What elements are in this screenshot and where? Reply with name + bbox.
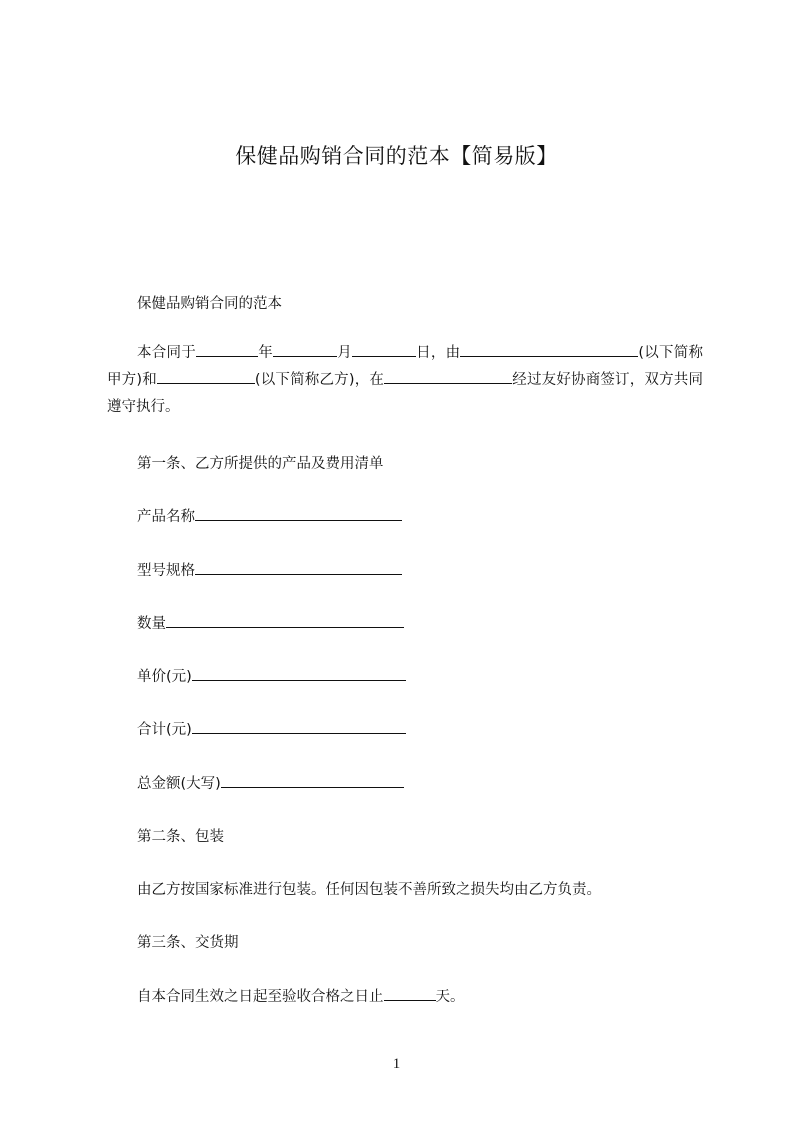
- year-blank[interactable]: [196, 341, 258, 357]
- total-uppercase-label: 总金额(大写): [137, 776, 221, 792]
- article2-heading: 第二条、包装: [137, 829, 224, 845]
- preamble-text-3: 月: [336, 345, 352, 361]
- unit-price-row: [137, 665, 406, 686]
- day-blank[interactable]: [352, 341, 416, 357]
- total-blank[interactable]: [192, 718, 406, 734]
- article1-heading: 第一条、乙方所提供的产品及费用清单: [137, 456, 384, 472]
- model-spec-label: 型号规格: [137, 563, 195, 579]
- delivery-days-blank[interactable]: [384, 985, 436, 1001]
- preamble-text-6: (以下简称乙方)，在: [254, 372, 385, 388]
- preamble-text-4: 日，由: [415, 345, 461, 361]
- total-uppercase-row: [137, 772, 404, 793]
- preamble-paragraph: [107, 340, 703, 421]
- document-title: 保健品购销合同的范本【简易版】: [235, 144, 558, 168]
- article3-body: [137, 985, 465, 1006]
- quantity-label: 数量: [137, 616, 166, 632]
- total-uppercase-blank[interactable]: [221, 772, 404, 788]
- preamble-text-1: 本合同于: [137, 345, 196, 361]
- article2-body: 由乙方按国家标准进行包装。任何因包装不善所致之损失均由乙方负责。: [137, 882, 601, 898]
- unit-price-label: 单价(元): [137, 669, 192, 685]
- total-row: [137, 718, 406, 739]
- party-a-blank[interactable]: [460, 341, 638, 357]
- party-b-blank[interactable]: [157, 368, 255, 384]
- preamble-text-7: 经过友好协商签订，双方共同遵守执行。: [107, 372, 703, 415]
- month-blank[interactable]: [273, 341, 337, 357]
- article3-text-after: 天。: [435, 989, 465, 1005]
- preamble-text-5: (以下简称甲方)和: [107, 345, 704, 388]
- page-number: 1: [392, 1056, 401, 1072]
- quantity-row: [137, 612, 404, 633]
- quantity-blank[interactable]: [166, 612, 404, 628]
- subtitle: 保健品购销合同的范本: [137, 296, 282, 312]
- total-label: 合计(元): [137, 722, 192, 738]
- article3-heading: 第三条、交货期: [137, 935, 239, 951]
- unit-price-blank[interactable]: [192, 665, 406, 681]
- location-blank[interactable]: [384, 368, 512, 384]
- model-spec-blank[interactable]: [195, 559, 402, 575]
- product-name-blank[interactable]: [195, 505, 402, 521]
- product-name-row: [137, 505, 402, 526]
- product-name-label: 产品名称: [137, 509, 195, 525]
- article3-text-before: 自本合同生效之日起至验收合格之日止: [137, 989, 384, 1005]
- model-spec-row: [137, 559, 402, 580]
- preamble-text-2: 年: [257, 345, 273, 361]
